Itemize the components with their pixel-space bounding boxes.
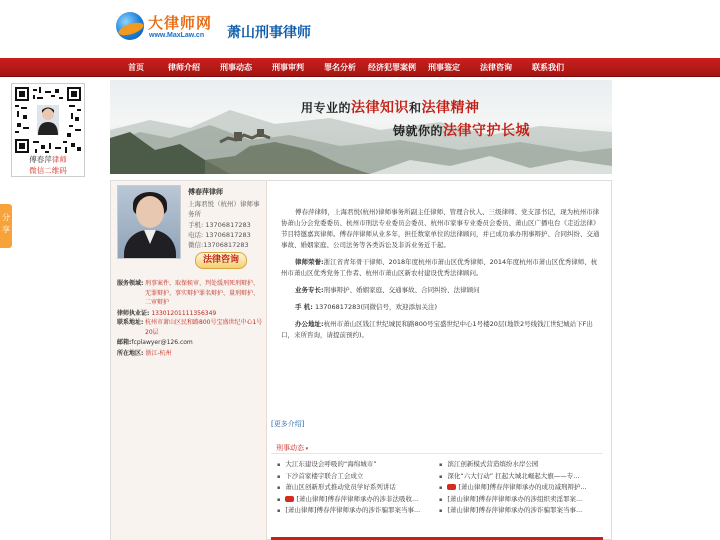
lawyer-firm: 上海君悦（杭州）律师事务所 <box>188 200 260 218</box>
lawyer-telephone: 电话: 13706817283 <box>188 231 251 239</box>
nav-item-lawyer-intro[interactable]: 律师介绍 <box>168 63 200 72</box>
bio-specialties: 业务专长:刑事辩护、婚姻家庭、交通事故、合同纠纷、法律顾问 <box>295 286 480 294</box>
share-side-tab[interactable]: 分享 <box>0 204 12 248</box>
right-news-item[interactable] <box>439 471 591 482</box>
nav-item-charge-analysis[interactable]: 罪名分析 <box>324 63 356 72</box>
nav-item-contact[interactable]: 联系我们 <box>532 63 564 72</box>
news-item-text: 下沙首家楼宇联合工会成立 <box>285 471 364 480</box>
news-divider <box>271 453 603 454</box>
banner-slogan-line1: 用专业的法律知识和法律精神 <box>301 100 480 116</box>
logo-url: www.MaxLaw.cn <box>149 32 205 39</box>
more-intro-link[interactable]: [更多介绍] <box>271 420 305 428</box>
site-logo[interactable] <box>116 12 224 42</box>
lawyer-photo[interactable] <box>117 185 181 259</box>
license-row: 律师执业证: 13301201111356349 <box>117 310 217 317</box>
news-section-title[interactable]: 刑事动态 ▾ <box>276 443 308 453</box>
lawyer-profile-sidebar <box>111 181 267 540</box>
left-news-item[interactable] <box>277 471 429 482</box>
lawyer-mobile: 手机: 13706817283 <box>188 221 251 229</box>
service-areas: 刑事案件、取保候审、判处缓刑死刑辩护、无罪辩护、事实辩护罪名辩护、量刑辩护、二审辩护 <box>145 280 260 306</box>
news-item-text: [萧山律师]傅春萍律师承办的涉诈骗罪案当事... <box>447 506 583 514</box>
site-header <box>0 0 720 58</box>
news-item-text: 大江东建设会呼吸的“海绵城市” <box>285 460 377 468</box>
news-item-text: [萧山律师]傅春萍律师承办的涉组织卖淫罪案... <box>447 494 583 503</box>
hot-badge-icon <box>447 484 456 490</box>
left-news-item[interactable] <box>277 482 429 493</box>
address-label: 联系地址: <box>117 319 144 326</box>
left-news-item[interactable] <box>277 494 429 505</box>
right-news-item[interactable] <box>439 459 591 470</box>
banner-landscape-image <box>110 80 612 174</box>
qr-caption: 微信二维码 <box>29 166 67 175</box>
nav-item-home[interactable]: 首页 <box>128 63 144 72</box>
nav-item-legal-consult[interactable]: 法律咨询 <box>480 63 512 72</box>
hot-badge-icon <box>285 496 294 502</box>
site-title: 萧山刑事律师 <box>227 25 311 41</box>
news-item-text: [萧山律师]傅春萍律师承办的涉诈骗罪案当事... <box>285 506 421 514</box>
wechat-qr-panel <box>11 83 85 177</box>
logo-globe-icon <box>116 12 144 40</box>
news-item-text: 萧山区创新形式推动党员学好系列讲话 <box>285 483 396 491</box>
nav-item-criminal-trial[interactable]: 刑事审判 <box>272 63 304 72</box>
region-row: 所在地区: 浙江-杭州 <box>117 350 172 357</box>
news-item-text: [萧山律师]傅春萍律师承办的涉非法吸收... <box>296 494 419 503</box>
nav-item-criminal-news[interactable]: 刑事动态 <box>220 63 252 72</box>
legal-consult-button[interactable]: 法律咨询 <box>195 252 247 269</box>
news-item-text: [萧山律师]傅春萍律师承办的成功减刑辩护... <box>458 483 587 491</box>
nav-item-economic-crime[interactable]: 经济犯罪案例 <box>368 63 416 72</box>
nav-item-criminal-appraisal[interactable]: 刑事鉴定 <box>428 63 460 72</box>
bio-mobile: 手 机: 13706817283(同微信号，欢迎添加关注) <box>295 303 438 311</box>
qr-caption-name: 傅春萍律师 <box>29 155 67 164</box>
right-news-item[interactable] <box>439 482 591 493</box>
hero-banner <box>110 80 612 174</box>
contact-address: 杭州市萧山区民和路800号宝盛世纪中心1号20层 <box>145 319 263 336</box>
lawyer-bio <box>281 207 603 347</box>
main-nav <box>0 58 720 77</box>
left-news-item[interactable] <box>277 459 429 470</box>
right-news-item[interactable] <box>439 494 591 505</box>
logo-text: 大律师网 <box>148 14 213 32</box>
service-label: 服务领域: <box>117 280 144 287</box>
bio-office-address: 办公地址:杭州市萧山区钱江世纪城民和路800号宝盛世纪中心1号楼20层(地铁2号线钱江世纪城站下F出口，来所咨询，请提前预约)。 <box>281 320 593 339</box>
bio-honors: 律师荣誉:浙江省青年骨干律师、2018年度杭州市萧山区优秀律师、2014年度杭州市萧山区优秀律师、杭州市萧山区优秀党务工作者、杭州市萧山区新农村建设优秀法律顾问。 <box>281 258 598 277</box>
banner-slogan-line2: 铸就你的法律守护长城 <box>393 123 531 139</box>
lawyer-name: 傅春萍律师 <box>188 188 223 196</box>
news-item-text: 深化“六大行动” 扛起大城北崛起大旗——专... <box>447 471 580 480</box>
left-news-item[interactable] <box>277 505 429 516</box>
news-item-text: 滨江创新模式营造缤纷水岸公园 <box>447 460 539 468</box>
qr-code-image <box>15 87 81 153</box>
right-news-item[interactable] <box>439 505 591 516</box>
email-row: 邮箱:fcplawyer@126.com <box>117 339 193 346</box>
bio-intro: 傅春萍律师，上海君悦(杭州)律师事务所副主任律师、管理合伙人、三级律师、党支部书记，现为杭州市律协萧山分会党委委员、杭州市刑法专业委员会委员、杭州市家事专业委员会委员、萧山区广播电台《走近法律》节目特邀嘉宾律师。傅春萍律师从业多年，担任数家单位的法律顾问，并已成功承办刑事辩护、合同纠纷、交通事故、婚姻家庭、公司法务等各类诉讼及非诉业务近千起。 <box>281 208 600 249</box>
main-content <box>110 180 612 540</box>
lawyer-wechat: 微信:13706817283 <box>188 241 249 249</box>
